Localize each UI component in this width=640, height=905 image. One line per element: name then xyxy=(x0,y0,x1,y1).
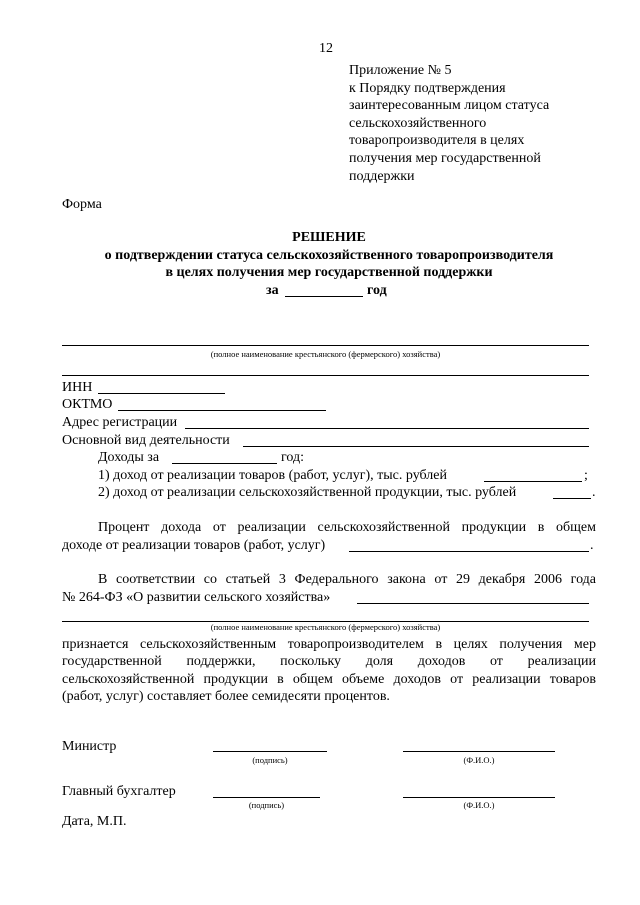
appendix-block xyxy=(349,62,589,185)
minister-name-caption: (Ф.И.О.) xyxy=(463,755,495,765)
date-stamp-label: Дата, М.П. xyxy=(62,814,127,829)
minister-name-field[interactable] xyxy=(403,751,555,752)
accountant-name-field[interactable] xyxy=(403,797,555,798)
minister-signature-caption: (подпись) xyxy=(252,755,288,765)
law-farm-field[interactable] xyxy=(357,603,589,604)
income-item1: 1) доход от реализации товаров (работ, услуг), тыс. рублей xyxy=(98,468,447,483)
accountant-name-caption: (Ф.И.О.) xyxy=(463,800,495,810)
income-item1-field[interactable] xyxy=(484,481,582,482)
percent-paragraph-line1: Процент дохода от реализации сельскохозяйственной продукции в общем xyxy=(98,520,596,535)
appendix-line: Приложение № 5 xyxy=(349,63,452,78)
appendix-line: к Порядку подтверждения xyxy=(349,80,506,96)
appendix-line: получения мер государственной xyxy=(349,150,541,166)
percent-paragraph-line2: доходе от реализации товаров (работ, услуг) xyxy=(62,538,326,553)
farm-name-caption: (полное наименование крестьянского (фермерского) хозяйства) xyxy=(210,349,441,359)
oktmo-field[interactable] xyxy=(118,410,326,411)
accountant-signature-field[interactable] xyxy=(213,797,320,798)
address-label: Адрес регистрации xyxy=(62,415,178,430)
income-intro-prefix: Доходы за xyxy=(98,450,160,465)
recognition-line3: сельскохозяйственной продукции в общем объеме доходов от реализации товаров xyxy=(62,672,596,687)
activity-field[interactable] xyxy=(243,446,589,447)
minister-signature-field[interactable] xyxy=(213,751,327,752)
inn-label: ИНН xyxy=(62,380,93,395)
address-field[interactable] xyxy=(185,428,589,429)
appendix-line: товаропроизводителя в целях xyxy=(349,133,525,149)
appendix-line: поддержки xyxy=(349,168,415,184)
percent-field[interactable] xyxy=(349,551,589,552)
inn-field[interactable] xyxy=(98,393,225,394)
year-prefix: за xyxy=(266,283,279,298)
document-subtitle-line1: о подтверждении статуса сельскохозяйственного товаропроизводителя xyxy=(104,248,554,263)
farm-name-field[interactable] xyxy=(62,345,589,346)
document-title: РЕШЕНИЕ xyxy=(292,230,366,245)
year-suffix: год xyxy=(367,283,387,298)
minister-label: Министр xyxy=(62,739,117,754)
income-item2-end: . xyxy=(592,485,596,500)
recognition-line4: (работ, услуг) составляет более семидесяти процентов. xyxy=(62,689,390,704)
accountant-label: Главный бухгалтер xyxy=(62,784,176,799)
accountant-signature-caption: (подпись) xyxy=(248,800,285,810)
law-paragraph-line2: № 264-ФЗ «О развитии сельского хозяйства» xyxy=(62,590,331,605)
farm-name-caption-2: (полное наименование крестьянского (фермерского) хозяйства) xyxy=(210,622,441,632)
page-number: 12 xyxy=(319,41,333,56)
income-item1-end: ; xyxy=(584,468,588,483)
document-subtitle-line2: в целях получения мер государственной поддержки xyxy=(165,265,493,280)
year-field[interactable] xyxy=(285,296,363,297)
farm-name-field-line2[interactable] xyxy=(62,375,589,376)
income-item2-field[interactable] xyxy=(553,498,591,499)
recognition-line2: государственной поддержки, поскольку доля доходов от реализации xyxy=(62,654,596,669)
form-label: Форма xyxy=(62,197,102,212)
law-paragraph-line1: В соответствии со статьей 3 Федерального закона от 29 декабря 2006 года xyxy=(98,572,596,587)
activity-label: Основной вид деятельности xyxy=(62,433,230,448)
income-year-field[interactable] xyxy=(172,463,277,464)
appendix-line: заинтересованным лицом статуса xyxy=(349,98,550,114)
percent-paragraph-end: . xyxy=(590,538,594,553)
recognition-line1: признается сельскохозяйственным товаропроизводителем в целях получения мер xyxy=(62,637,596,652)
oktmo-label: ОКТМО xyxy=(62,397,113,412)
appendix-line: сельскохозяйственного xyxy=(349,115,487,131)
income-intro-suffix: год: xyxy=(281,450,305,465)
income-item2: 2) доход от реализации сельскохозяйственной продукции, тыс. рублей xyxy=(98,485,517,500)
